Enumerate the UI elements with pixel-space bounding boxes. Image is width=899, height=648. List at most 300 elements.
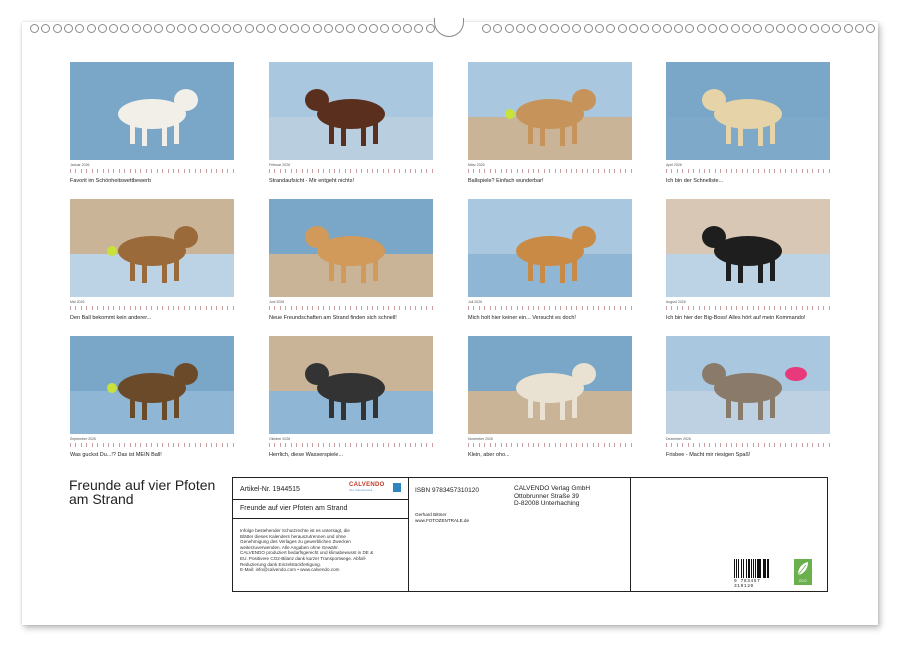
day-tick — [479, 306, 480, 310]
day-tick — [699, 306, 700, 310]
day-tick — [693, 306, 694, 310]
day-tick — [693, 169, 694, 173]
day-tick — [140, 443, 141, 447]
day-tick — [468, 443, 469, 447]
day-tick — [490, 443, 491, 447]
day-tick — [682, 443, 683, 447]
month-name: Dezember 2026 — [666, 437, 691, 441]
day-tick — [517, 169, 518, 173]
day-tick — [598, 306, 599, 310]
day-tick — [291, 443, 292, 447]
day-tick — [178, 443, 179, 447]
day-strip — [70, 169, 234, 175]
day-tick — [318, 169, 319, 173]
day-tick — [501, 169, 502, 173]
day-tick — [549, 169, 550, 173]
binding-ring-icon — [256, 24, 265, 33]
day-tick — [560, 443, 561, 447]
day-tick — [666, 169, 667, 173]
day-tick — [383, 306, 384, 310]
day-tick — [124, 306, 125, 310]
day-tick — [388, 169, 389, 173]
day-tick — [206, 443, 207, 447]
white-husky-beach-icon — [70, 62, 234, 160]
day-tick — [587, 306, 588, 310]
day-tick — [421, 169, 422, 173]
day-tick — [522, 169, 523, 173]
day-tick — [146, 306, 147, 310]
day-tick — [571, 443, 572, 447]
day-tick — [274, 306, 275, 310]
day-tick — [571, 306, 572, 310]
day-tick — [495, 443, 496, 447]
month-caption: Herrlich, diese Wasserspiele... — [269, 452, 344, 458]
binding-ring-icon — [267, 24, 276, 33]
binding-ring-icon — [505, 24, 514, 33]
binding-ring-icon — [313, 24, 322, 33]
day-tick — [533, 306, 534, 310]
day-tick — [216, 443, 217, 447]
day-tick — [593, 169, 594, 173]
binding-ring-icon — [30, 24, 39, 33]
binding-ring-icon — [629, 24, 638, 33]
calvendo-logo: CALVENDO Ihre Kalenderwelt — [349, 482, 401, 496]
day-tick — [146, 169, 147, 173]
day-tick — [70, 443, 71, 447]
day-tick — [533, 443, 534, 447]
day-tick — [372, 169, 373, 173]
day-tick — [108, 306, 109, 310]
day-tick — [829, 306, 830, 310]
day-tick — [731, 443, 732, 447]
day-tick — [479, 169, 480, 173]
day-tick — [113, 306, 114, 310]
day-tick — [81, 443, 82, 447]
day-tick — [97, 443, 98, 447]
day-tick — [829, 169, 830, 173]
day-tick — [75, 443, 76, 447]
day-tick — [135, 443, 136, 447]
binding-ring-icon — [335, 24, 344, 33]
day-tick — [682, 169, 683, 173]
day-tick — [484, 443, 485, 447]
day-tick — [135, 169, 136, 173]
day-strip — [666, 169, 830, 175]
month-10 — [269, 336, 433, 458]
month-caption: Neue Freundschaften am Strand finden sich schnell! — [269, 315, 397, 321]
day-tick — [501, 306, 502, 310]
day-tick — [405, 306, 406, 310]
month-6 — [269, 199, 433, 321]
day-tick — [528, 443, 529, 447]
binding-ring-icon — [832, 24, 841, 33]
day-tick — [544, 306, 545, 310]
day-tick — [484, 306, 485, 310]
day-tick — [222, 443, 223, 447]
day-tick — [785, 306, 786, 310]
day-tick — [736, 306, 737, 310]
binding-ring-icon — [652, 24, 661, 33]
day-tick — [614, 306, 615, 310]
day-tick — [774, 443, 775, 447]
day-tick — [818, 306, 819, 310]
day-tick — [560, 169, 561, 173]
day-tick — [620, 443, 621, 447]
day-tick — [555, 169, 556, 173]
day-tick — [818, 443, 819, 447]
binding-ring-icon — [663, 24, 672, 33]
day-tick — [211, 443, 212, 447]
binding-ring-icon — [776, 24, 785, 33]
day-tick — [388, 306, 389, 310]
imprint-box — [232, 477, 828, 592]
day-tick — [538, 443, 539, 447]
day-tick — [473, 306, 474, 310]
day-tick — [119, 306, 120, 310]
day-tick — [312, 443, 313, 447]
binding-ring-icon — [211, 24, 220, 33]
day-tick — [677, 169, 678, 173]
day-tick — [233, 169, 234, 173]
day-tick — [582, 306, 583, 310]
day-tick — [233, 443, 234, 447]
month-name: April 2026 — [666, 163, 682, 167]
day-tick — [361, 443, 362, 447]
day-tick — [769, 306, 770, 310]
day-tick — [747, 443, 748, 447]
day-tick — [522, 306, 523, 310]
day-tick — [715, 306, 716, 310]
month-name: Oktober 2026 — [269, 437, 291, 441]
binding-ring-icon — [798, 24, 807, 33]
day-tick — [184, 169, 185, 173]
day-tick — [549, 306, 550, 310]
ean-number: 9 783457 310120 — [734, 579, 761, 589]
binding-ring-icon — [403, 24, 412, 33]
day-tick — [517, 306, 518, 310]
day-tick — [86, 443, 87, 447]
day-tick — [157, 443, 158, 447]
binding-ring-icon — [595, 24, 604, 33]
day-strip — [269, 169, 433, 175]
day-tick — [671, 169, 672, 173]
day-tick — [704, 169, 705, 173]
day-tick — [350, 443, 351, 447]
day-tick — [222, 169, 223, 173]
month-caption: Frisbee - Macht mir riesigen Spaß! — [666, 452, 751, 458]
day-tick — [764, 306, 765, 310]
day-tick — [688, 169, 689, 173]
day-tick — [312, 169, 313, 173]
day-tick — [291, 306, 292, 310]
binding-ring-icon — [301, 24, 310, 33]
day-tick — [339, 443, 340, 447]
binding-ring-icon — [674, 24, 683, 33]
day-tick — [720, 169, 721, 173]
day-tick — [81, 306, 82, 310]
day-tick — [329, 306, 330, 310]
day-tick — [796, 443, 797, 447]
day-tick — [598, 169, 599, 173]
day-tick — [506, 306, 507, 310]
day-tick — [587, 443, 588, 447]
brown-setter-water-icon — [269, 62, 433, 160]
binding-ring-icon — [527, 24, 536, 33]
binding-ring-icon — [41, 24, 50, 33]
golden-retriever-shaking-icon — [666, 62, 830, 160]
day-tick — [227, 306, 228, 310]
day-tick — [479, 443, 480, 447]
day-tick — [162, 169, 163, 173]
day-tick — [280, 169, 281, 173]
day-tick — [576, 169, 577, 173]
day-tick — [715, 443, 716, 447]
day-strip — [468, 443, 632, 449]
day-tick — [184, 306, 185, 310]
day-tick — [103, 306, 104, 310]
day-tick — [747, 306, 748, 310]
day-tick — [812, 306, 813, 310]
binding-ring-icon — [584, 24, 593, 33]
day-tick — [178, 306, 179, 310]
month-name: November 2026 — [468, 437, 493, 441]
day-tick — [130, 169, 131, 173]
day-tick — [200, 443, 201, 447]
day-tick — [604, 443, 605, 447]
day-tick — [421, 443, 422, 447]
day-tick — [571, 169, 572, 173]
day-tick — [593, 443, 594, 447]
binding-ring-icon — [346, 24, 355, 33]
day-tick — [168, 443, 169, 447]
day-tick — [140, 306, 141, 310]
day-tick — [92, 443, 93, 447]
day-tick — [495, 169, 496, 173]
day-tick — [747, 169, 748, 173]
day-tick — [764, 443, 765, 447]
day-tick — [184, 443, 185, 447]
day-tick — [432, 306, 433, 310]
day-tick — [410, 306, 411, 310]
month-name: März 2026 — [468, 163, 485, 167]
retriever-running-icon — [468, 199, 632, 297]
day-tick — [604, 169, 605, 173]
day-tick — [162, 306, 163, 310]
day-strip — [468, 169, 632, 175]
day-tick — [758, 443, 759, 447]
day-tick — [307, 169, 308, 173]
day-tick — [758, 169, 759, 173]
month-name: September 2026 — [70, 437, 96, 441]
day-tick — [528, 169, 529, 173]
day-tick — [742, 306, 743, 310]
isbn: ISBN 9783457310120 — [415, 487, 479, 494]
day-tick — [195, 169, 196, 173]
month-caption: Den Ball bekommt kein anderer... — [70, 315, 152, 321]
day-tick — [274, 443, 275, 447]
day-tick — [103, 169, 104, 173]
day-tick — [587, 169, 588, 173]
day-tick — [468, 169, 469, 173]
day-tick — [233, 306, 234, 310]
day-tick — [285, 443, 286, 447]
day-tick — [227, 169, 228, 173]
month-caption: Was guckst Du...!? Das ist MEIN Ball! — [70, 452, 162, 458]
day-tick — [383, 443, 384, 447]
day-tick — [195, 443, 196, 447]
day-tick — [296, 306, 297, 310]
day-tick — [334, 443, 335, 447]
day-tick — [726, 306, 727, 310]
day-tick — [206, 306, 207, 310]
legal-notice: Infolge bestehender Schutzrechte ist es untersagt, die Blätter dieses Kalenders herauszutrennen und ohne Genehmigung des Verlages zu gewerblichen Zwecken weiterzuverwenden. Alle Angaben ohne Gewähr. CALVENDO produziert bedarfsgerecht und klimabewusst in DE & EU. Positivere CO2-Bilanz dank kurzer Transportwege. Abfall- Reduzierung dank Einzelstückfertigung. E-Mail: info@calvendo.com • www.calvendo.com — [240, 528, 374, 573]
month-caption: Ich bin der Schnellste... — [666, 178, 724, 184]
day-tick — [140, 169, 141, 173]
day-tick — [715, 169, 716, 173]
day-tick — [682, 306, 683, 310]
day-tick — [473, 169, 474, 173]
day-tick — [774, 306, 775, 310]
day-tick — [538, 306, 539, 310]
binding-ring-icon — [245, 24, 254, 33]
day-tick — [538, 169, 539, 173]
day-tick — [823, 443, 824, 447]
binding-ring-icon — [539, 24, 548, 33]
imprint-article-column — [233, 478, 409, 591]
barcode — [734, 559, 782, 589]
day-tick — [162, 443, 163, 447]
binding-ring-icon — [222, 24, 231, 33]
month-9 — [70, 336, 234, 458]
binding-ring-icon — [640, 24, 649, 33]
day-tick — [383, 169, 384, 173]
day-tick — [75, 306, 76, 310]
day-tick — [688, 443, 689, 447]
day-tick — [367, 169, 368, 173]
day-tick — [609, 169, 610, 173]
day-tick — [495, 306, 496, 310]
day-tick — [70, 306, 71, 310]
binding-ring-icon — [426, 24, 435, 33]
day-tick — [506, 443, 507, 447]
day-tick — [625, 443, 626, 447]
day-tick — [92, 169, 93, 173]
day-tick — [829, 443, 830, 447]
day-tick — [528, 306, 529, 310]
day-tick — [173, 443, 174, 447]
day-tick — [720, 306, 721, 310]
day-tick — [130, 306, 131, 310]
binding-ring-icon — [166, 24, 175, 33]
day-tick — [549, 443, 550, 447]
two-goldens-water-icon — [269, 199, 433, 297]
day-tick — [731, 169, 732, 173]
day-tick — [631, 443, 632, 447]
day-tick — [302, 169, 303, 173]
binding-ring-icon — [697, 24, 706, 33]
day-tick — [108, 443, 109, 447]
month-4 — [666, 62, 830, 184]
day-tick — [511, 443, 512, 447]
day-strip — [269, 306, 433, 312]
binding-ring-icon — [109, 24, 118, 33]
binding-ring-icon — [188, 24, 197, 33]
binding-ring-icon — [98, 24, 107, 33]
day-tick — [146, 443, 147, 447]
day-tick — [70, 169, 71, 173]
tan-dog-ball-icon — [468, 62, 632, 160]
binding-ring-icon — [606, 24, 615, 33]
day-tick — [339, 169, 340, 173]
day-tick — [168, 169, 169, 173]
month-1 — [70, 62, 234, 184]
day-tick — [582, 169, 583, 173]
day-tick — [566, 306, 567, 310]
day-strip — [269, 443, 433, 449]
day-tick — [195, 306, 196, 310]
day-tick — [394, 306, 395, 310]
day-tick — [124, 443, 125, 447]
binding-ring-icon — [708, 24, 717, 33]
day-tick — [318, 306, 319, 310]
binding-ring-icon — [753, 24, 762, 33]
day-tick — [296, 443, 297, 447]
day-tick — [307, 306, 308, 310]
day-tick — [769, 169, 770, 173]
product-title: Freunde auf vier Pfoten am Strand — [240, 505, 348, 512]
day-tick — [796, 169, 797, 173]
day-tick — [302, 443, 303, 447]
day-tick — [345, 443, 346, 447]
month-caption: Strandaufsicht - Mir entgeht nichts! — [269, 178, 354, 184]
day-tick — [415, 306, 416, 310]
binding-ring-icon — [482, 24, 491, 33]
day-tick — [753, 169, 754, 173]
day-tick — [432, 443, 433, 447]
day-tick — [609, 443, 610, 447]
day-tick — [97, 306, 98, 310]
eco-leaf-icon: ECO — [794, 559, 812, 585]
day-tick — [671, 443, 672, 447]
month-7 — [468, 199, 632, 321]
day-tick — [501, 443, 502, 447]
month-name: Mai 2026 — [70, 300, 85, 304]
day-tick — [671, 306, 672, 310]
day-tick — [86, 169, 87, 173]
day-tick — [178, 169, 179, 173]
day-tick — [807, 443, 808, 447]
month-name: August 2026 — [666, 300, 686, 304]
day-tick — [506, 169, 507, 173]
day-tick — [211, 169, 212, 173]
day-tick — [211, 306, 212, 310]
day-tick — [113, 169, 114, 173]
binding-ring-icon — [200, 24, 209, 33]
binding-ring-icon — [279, 24, 288, 33]
day-tick — [274, 169, 275, 173]
day-tick — [410, 169, 411, 173]
day-tick — [345, 306, 346, 310]
month-11 — [468, 336, 632, 458]
day-tick — [157, 306, 158, 310]
day-tick — [227, 443, 228, 447]
day-tick — [426, 443, 427, 447]
binding-ring-icon — [414, 24, 423, 33]
day-tick — [405, 169, 406, 173]
day-tick — [345, 169, 346, 173]
binding-ring-icon — [685, 24, 694, 33]
day-tick — [372, 306, 373, 310]
